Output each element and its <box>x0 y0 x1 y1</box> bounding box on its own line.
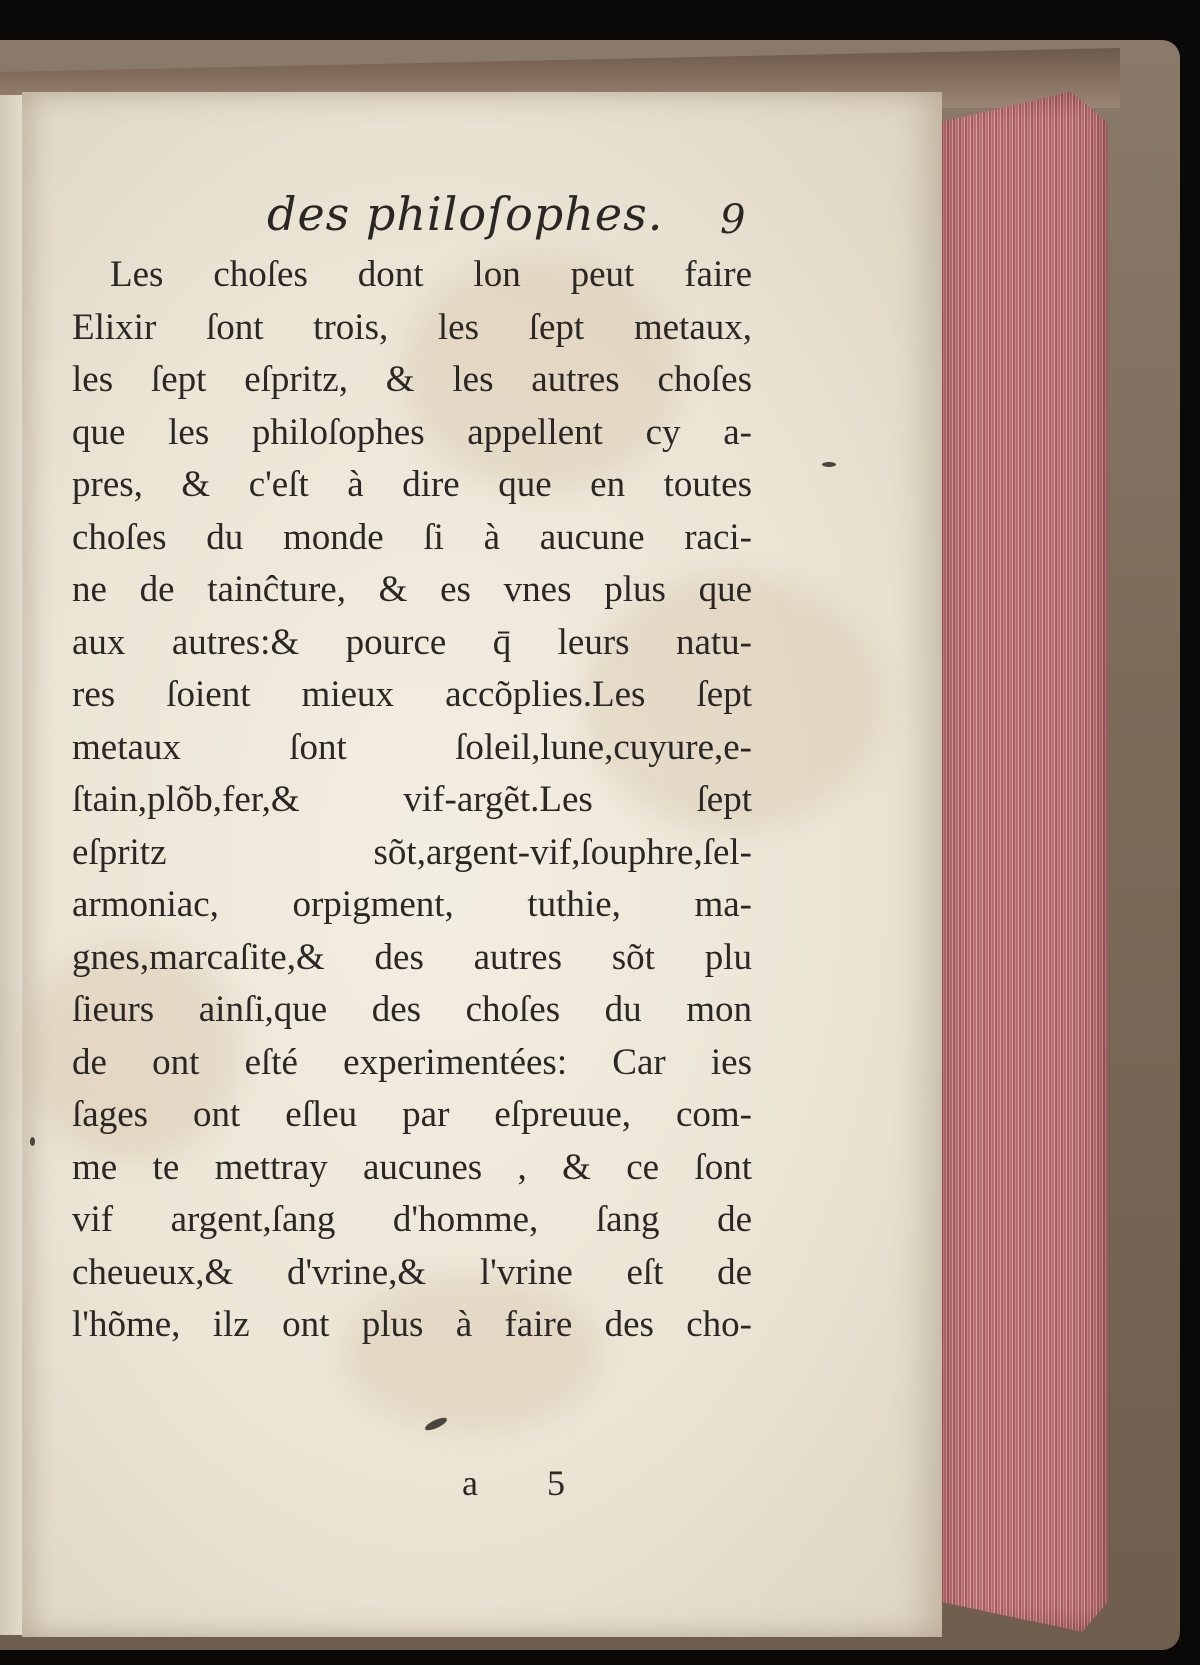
body-text <box>72 249 752 1352</box>
text-line: choſes du monde ſi à aucune raci- <box>72 516 752 558</box>
text-line: armoniac, orpigment, tuthie, ma- <box>72 884 752 925</box>
text-line: ſieurs ainſi,que des choſes du mon <box>72 989 752 1030</box>
page-number: 9 <box>720 197 746 243</box>
text-line: vif argent,ſang d'homme, ſang de <box>72 1199 752 1240</box>
text-line: les ſept eſpritz, & les autres choſes <box>72 359 752 400</box>
text-line: ſages ont eſleu par eſpreuue, com- <box>72 1094 752 1135</box>
ink-fleck <box>822 462 836 467</box>
signature-mark: a 5 <box>462 1463 595 1503</box>
text-line: metaux ſont ſoleil,lune,cuyure,e- <box>72 726 752 768</box>
text-line: de ont eſté experimentées: Car ies <box>72 1041 752 1083</box>
text-line: Les choſes dont lon peut faire <box>110 254 752 295</box>
running-head: des philoſophes. <box>267 187 664 241</box>
text-line: Elixir ſont trois, les ſept metaux, <box>72 306 752 348</box>
text-line: ſtain,plõb,fer,& vif-argẽt.Les ſept <box>72 779 752 820</box>
red-page-edges <box>938 92 1108 1632</box>
text-line: me te mettray aucunes , & ce ſont <box>72 1146 752 1188</box>
text-line: gnes,marcaſite,& des autres sõt plu <box>72 936 752 978</box>
text-line: eſpritz sõt,argent-vif,ſouphre,ſel- <box>72 831 752 873</box>
text-line: que les philoſophes appellent cy a- <box>72 411 752 453</box>
text-line: res ſoient mieux accõplies.Les ſept <box>72 674 752 715</box>
printed-page <box>22 92 942 1637</box>
text-line: l'hõme, ilz ont plus à faire des cho- <box>72 1304 752 1345</box>
text-line: cheueux,& d'vrine,& l'vrine eſt de <box>72 1251 752 1293</box>
ink-fleck <box>30 1137 35 1146</box>
text-line: pres, & c'eſt à dire que en toutes <box>72 464 752 505</box>
text-line: aux autres:& pource q̄ leurs natu- <box>72 621 752 663</box>
text-line: ne de tainĉture, & es vnes plus que <box>72 569 752 610</box>
